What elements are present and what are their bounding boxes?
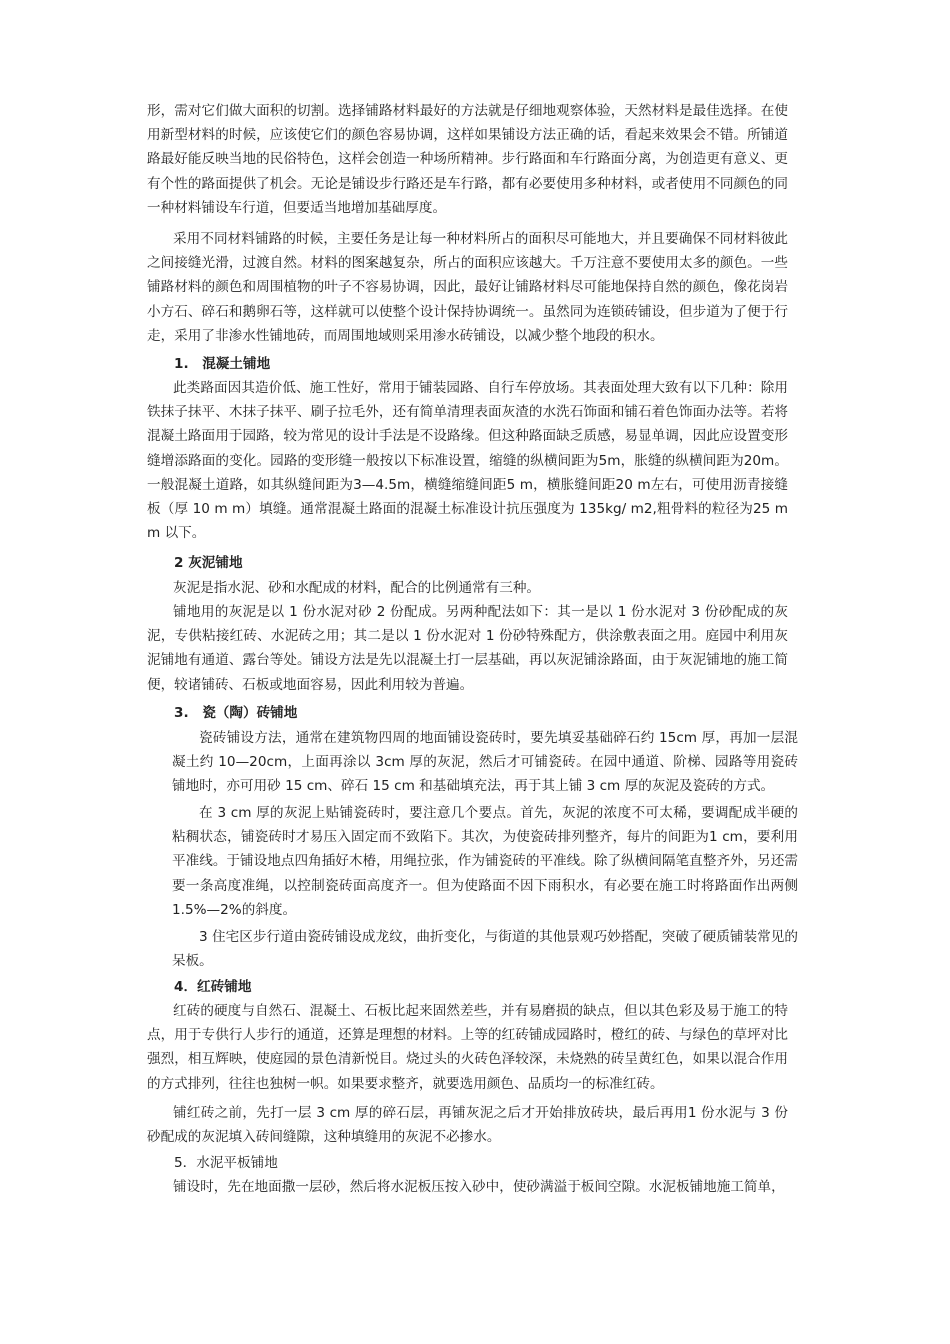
paragraph-mortar-paving: 铺地用的灰泥是以 1 份水泥对砂 2 份配成。另两种配法如下：其一是以 1 份水泥对 3 份砂配成的灰泥，专供粘接红砖、水泥砖之用；其二是以 1 份水泥对 1 份砂特殊配方，供涂敷表面之用。庭园中利用灰泥铺地有通道、露台等处。铺设方法是先以混凝土打一层基础，再以灰泥铺涂路面，由于灰泥铺地的施工简便，较诸铺砖、石板或地面容易，因此利用较为普遍。 [147,604,788,693]
paragraph-red-brick: 红砖的硬度与自然石、混凝土、石板比起来固然差些，并有易磨损的缺点，但以其色彩及易于施工的特点，用于专供行人步行的通道，还算是理想的材料。上等的红砖铺成园路时，橙红的砖、与绿色的草坪对比强烈，相互辉映，使庭园的景色清新悦目。烧过头的火砖色泽较深，未烧熟的砖呈黄红色，如果以混合作用的方式排列，往往也独树一帜。如果要求整齐，就要选用颜色、品质均一的标准红砖。 [147,1003,788,1092]
heading-mortar-paving: 2 灰泥铺地 [174,555,243,571]
heading-red-brick-paving: 4．红砖铺地 [174,979,252,995]
heading-tile-paving: 3. 瓷（陶）砖铺地 [174,705,298,721]
paragraph-cement-slab: 铺设时，先在地面撒一层砂，然后将水泥板压按入砂中，使砂满溢于板间空隙。水泥板铺地施工简单， [173,1179,785,1195]
paragraph-mixed-materials: 采用不同材料铺路的时候，主要任务是让每一种材料所占的面积尽可能地大，并且要确保不同材料彼此之间接缝光滑，过渡自然。材料的图案越复杂，所占的面积应该越大。千万注意不要使用太多的颜色。一些铺路材料的颜色和周围植物的叶子不容易协调，因此，最好让铺路材料尽可能地保持自然的颜色，像花岗岩小方石、碎石和鹅卵石等，这样就可以使整个设计保持协调统一。虽然同为连锁砖铺设，但步道为了便于行走，采用了非渗水性铺地砖，而周围地域则采用渗水砖铺设，以减少整个地段的积水。 [147,231,788,344]
paragraph-red-brick-method: 铺红砖之前，先打一层 3 cm 厚的碎石层，再铺灰泥之后才开始排放砖块，最后再用1 份水泥与 3 份砂配成的灰泥填入砖间缝隙，这种填缝用的灰泥不必掺水。 [147,1105,788,1146]
paragraph-concrete-paving: 此类路面因其造价低、施工性好，常用于铺装园路、自行车停放场。其表面处理大致有以下几种：除用铁抹子抹平、木抹子抹平、刷子拉毛外，还有简单清理表面灰渣的水洗石饰面和铺石着色饰面办法等。若将混凝土路面用于园路，较为常见的设计手法是不设路缘。但这种路面缺乏质感，易显单调，因此应设置变形缝增添路面的变化。园路的变形缝一般按以下标准设置，缩缝的纵横间距为5m，胀缝的纵横间距为20m。一般混凝土道路，如其纵缝间距为3—4.5m，横缝缩缝间距5 m，横胀缝间距20 m左右，可使用沥青接缝板（厚 10 m m）填缝。通常混凝土路面的混凝土标准设计抗压强度为 135kg/ m2,粗骨料的粒径为25 m m 以下。 [147,380,788,542]
heading-cement-slab-paving: 5．水泥平板铺地 [174,1155,278,1171]
paragraph-tile-example: 3 住宅区步行道由瓷砖铺设成龙纹，曲折变化，与街道的其他景观巧妙搭配，突破了硬质铺装常见的呆板。 [172,929,798,970]
paragraph-tile-method: 瓷砖铺设方法，通常在建筑物四周的地面铺设瓷砖时，要先填妥基础碎石约 15cm 厚，再加一层混凝土约 10—20cm，上面再涂以 3cm 厚的灰泥，然后才可铺瓷砖。在园中通道、阶梯、园路等用瓷砖铺地时，亦可用砂 15 cm、碎石 15 cm 和基础填充法，再于其上铺 3 cm 厚的灰泥及瓷砖的方式。 [172,730,798,795]
paragraph-tile-points: 在 3 cm 厚的灰泥上贴铺瓷砖时，要注意几个要点。首先，灰泥的浓度不可太稀，要调配成半硬的粘稠状态，铺瓷砖时才易压入固定而不致陷下。其次，为使瓷砖排列整齐，每片的间距为1 cm，要利用平准线。于铺设地点四角插好木椿，用绳拉张，作为铺瓷砖的平准线。除了纵横间隔笔直整齐外，另还需要一条高度准绳，以控制瓷砖面高度齐一。但为使路面不因下雨积水，有必要在施工时将路面作出两侧 1.5%—2%的斜度。 [172,805,798,918]
paragraph-intro-materials: 形，需对它们做大面积的切割。选择铺路材料最好的方法就是仔细地观察体验，天然材料是最佳选择。在使用新型材料的时候，应该使它们的颜色容易协调，这样如果铺设方法正确的话，看起来效果会不错。所铺道路最好能反映当地的民俗特色，这样会创造一种场所精神。步行路面和车行路面分离，为创造更有意义、更有个性的路面提供了机会。无论是铺设步行路还是车行路，都有必要使用多种材料，或者使用不同颜色的同一种材料铺设车行道，但要适当地增加基础厚度。 [147,103,788,216]
paragraph-mortar-definition: 灰泥是指水泥、砂和水配成的材料，配合的比例通常有三种。 [173,580,541,596]
heading-concrete-paving: 1. 混凝土铺地 [174,356,271,372]
